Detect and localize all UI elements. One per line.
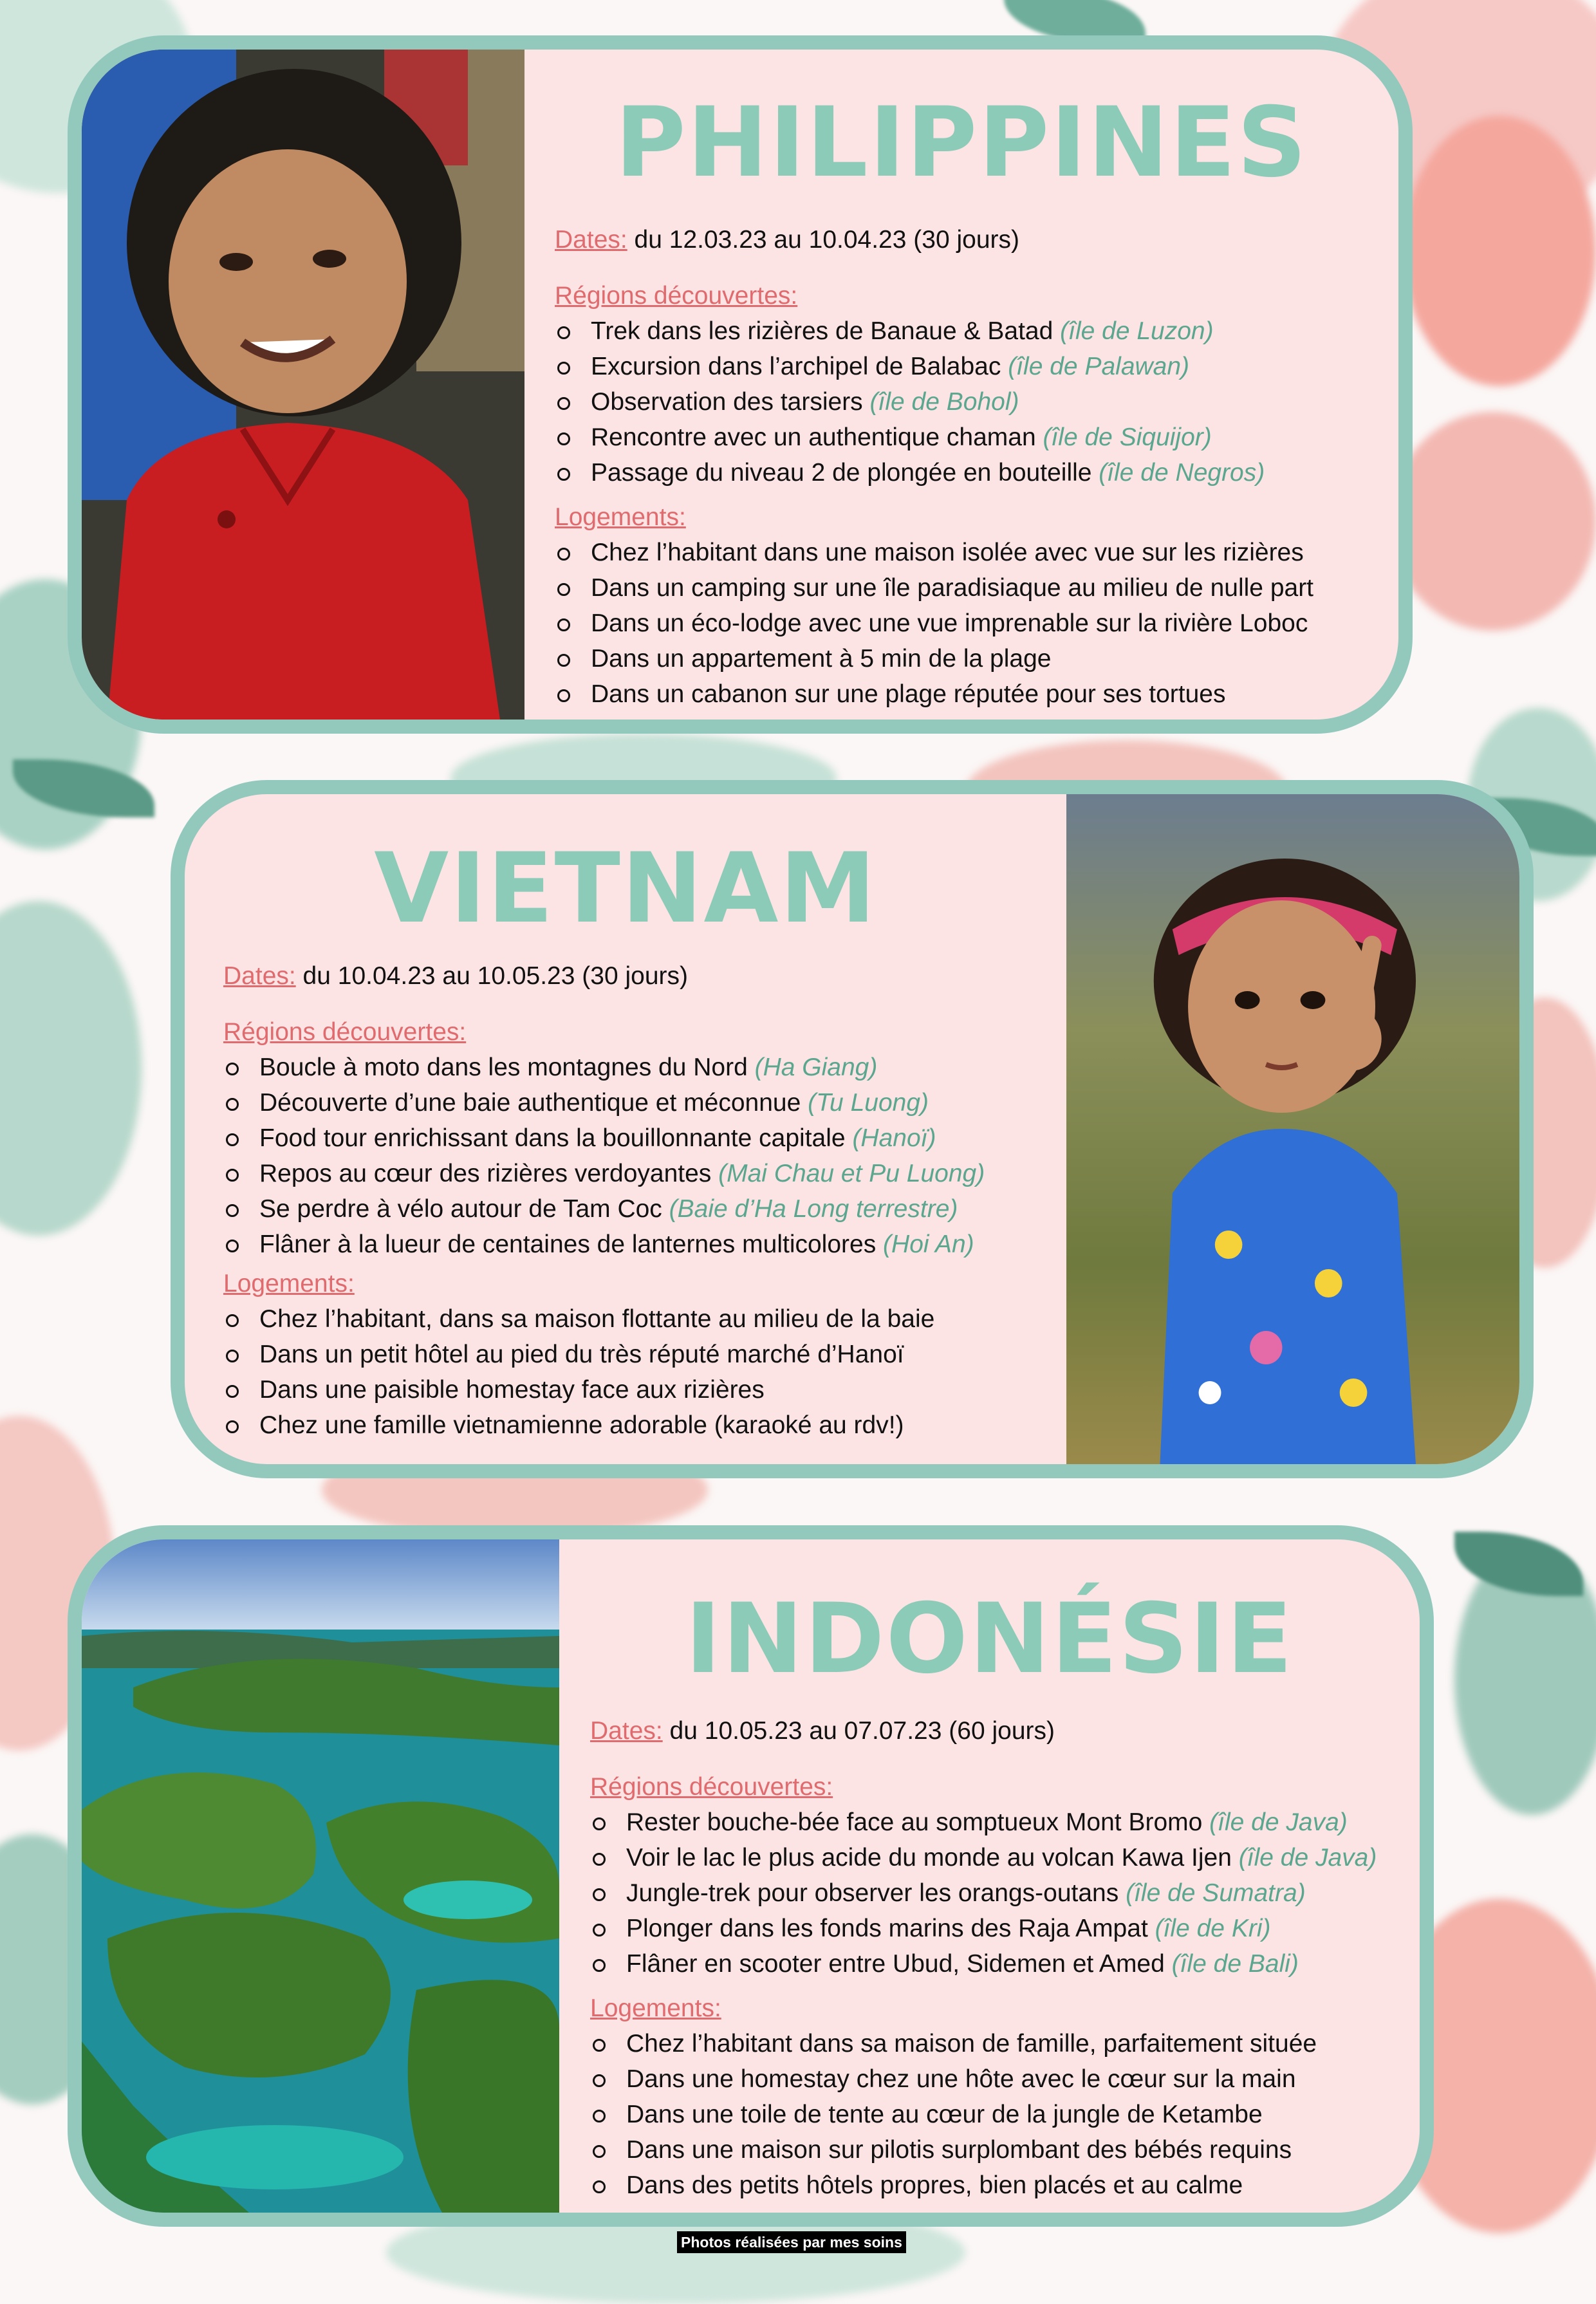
list-item: Chez l’habitant dans une maison isolée avec vue sur les rizières [555,535,1313,570]
list-item: Plonger dans les fonds marins des Raja Ampat (île de Kri) [590,1911,1377,1946]
philippines-girl-photo [82,50,524,720]
list-item: Dans un petit hôtel au pied du très réputé marché d’Hanoï [223,1337,985,1372]
philippines-regions-list [555,313,1313,490]
list-item: Chez l’habitant dans sa maison de famille, parfaitement située [590,2026,1377,2061]
list-item: Excursion dans l’archipel de Balabac (île de Palawan) [555,349,1313,384]
philippines-dates-label: Dates: [555,226,627,254]
vietnam-content [223,958,985,1443]
list-item: Chez une famille vietnamienne adorable (karaoké au rdv!) [223,1407,985,1443]
vietnam-girl-photo [1066,794,1519,1464]
indonesie-dates [590,1713,1377,1749]
list-item: Flâner à la lueur de centaines de lanternes multicolores (Hoi An) [223,1227,985,1262]
philippines-dates [555,222,1313,257]
list-item: Observation des tarsiers (île de Bohol) [555,384,1313,420]
indonesie-regions-list [590,1805,1377,1982]
list-item: Dans une paisible homestay face aux rizières [223,1372,985,1407]
list-item: Jungle-trek pour observer les orangs-outans (île de Sumatra) [590,1875,1377,1911]
philippines-card [68,35,1413,734]
vietnam-card [171,780,1534,1478]
list-item: Se perdre à vélo autour de Tam Coc (Baie d’Ha Long terrestre) [223,1191,985,1227]
list-item: Passage du niveau 2 de plongée en bouteille (île de Negros) [555,455,1313,490]
vietnam-logements-label: Logements: [223,1270,355,1297]
philippines-title: PHILIPPINES [615,87,1308,199]
list-item: Trek dans les rizières de Banaue & Batad (île de Luzon) [555,313,1313,349]
indonesie-card [68,1525,1434,2227]
indonesie-regions-label: Régions découvertes: [590,1773,833,1801]
list-item: Dans une maison sur pilotis surplombant des bébés requins [590,2132,1377,2168]
list-item: Food tour enrichissant dans la bouillonnante capitale (Hanoï) [223,1120,985,1156]
list-item: Dans une toile de tente au cœur de la jungle de Ketambe [590,2097,1377,2132]
vietnam-dates [223,958,985,994]
vietnam-title: VIETNAM [374,833,877,945]
indonesie-logements-list [590,2026,1377,2203]
list-item: Dans une homestay chez une hôte avec le cœur sur la main [590,2061,1377,2097]
list-item: Dans un éco-lodge avec une vue imprenable sur la rivière Loboc [555,606,1313,641]
list-item: Rencontre avec un authentique chaman (île de Siquijor) [555,420,1313,455]
list-item: Dans des petits hôtels propres, bien placés et au calme [590,2168,1377,2203]
philippines-dates-value: du 12.03.23 au 10.04.23 (30 jours) [627,226,1019,254]
vietnam-regions-list [223,1050,985,1262]
indonesie-content [590,1713,1377,2203]
vietnam-logements-list [223,1301,985,1443]
list-item: Voir le lac le plus acide du monde au volcan Kawa Ijen (île de Java) [590,1840,1377,1875]
indonesie-dates-value: du 10.05.23 au 07.07.23 (60 jours) [662,1717,1055,1745]
photo-credit: Photos réalisées par mes soins [677,2231,906,2253]
list-item: Rester bouche-bée face au somptueux Mont Bromo (île de Java) [590,1805,1377,1840]
vietnam-dates-value: du 10.04.23 au 10.05.23 (30 jours) [295,962,688,990]
philippines-logements-label: Logements: [555,503,686,531]
indonesie-islands-photo [82,1539,559,2213]
philippines-content [555,222,1313,712]
list-item: Dans un camping sur une île paradisiaque au milieu de nulle part [555,570,1313,606]
list-item: Repos au cœur des rizières verdoyantes (Mai Chau et Pu Luong) [223,1156,985,1191]
indonesie-title: INDONÉSIE [685,1583,1294,1695]
indonesie-dates-label: Dates: [590,1717,663,1745]
vietnam-regions-label: Régions découvertes: [223,1018,467,1046]
vietnam-dates-label: Dates: [223,962,296,990]
list-item: Flâner en scooter entre Ubud, Sidemen et Amed (île de Bali) [590,1946,1377,1982]
indonesie-logements-label: Logements: [590,1994,721,2022]
philippines-regions-label: Régions découvertes: [555,282,798,310]
list-item: Chez l’habitant, dans sa maison flottante au milieu de la baie [223,1301,985,1337]
list-item: Découverte d’une baie authentique et méconnue (Tu Luong) [223,1085,985,1120]
list-item: Dans un appartement à 5 min de la plage [555,641,1313,676]
list-item: Boucle à moto dans les montagnes du Nord (Ha Giang) [223,1050,985,1085]
list-item: Dans un cabanon sur une plage réputée pour ses tortues [555,676,1313,712]
philippines-logements-list [555,535,1313,712]
